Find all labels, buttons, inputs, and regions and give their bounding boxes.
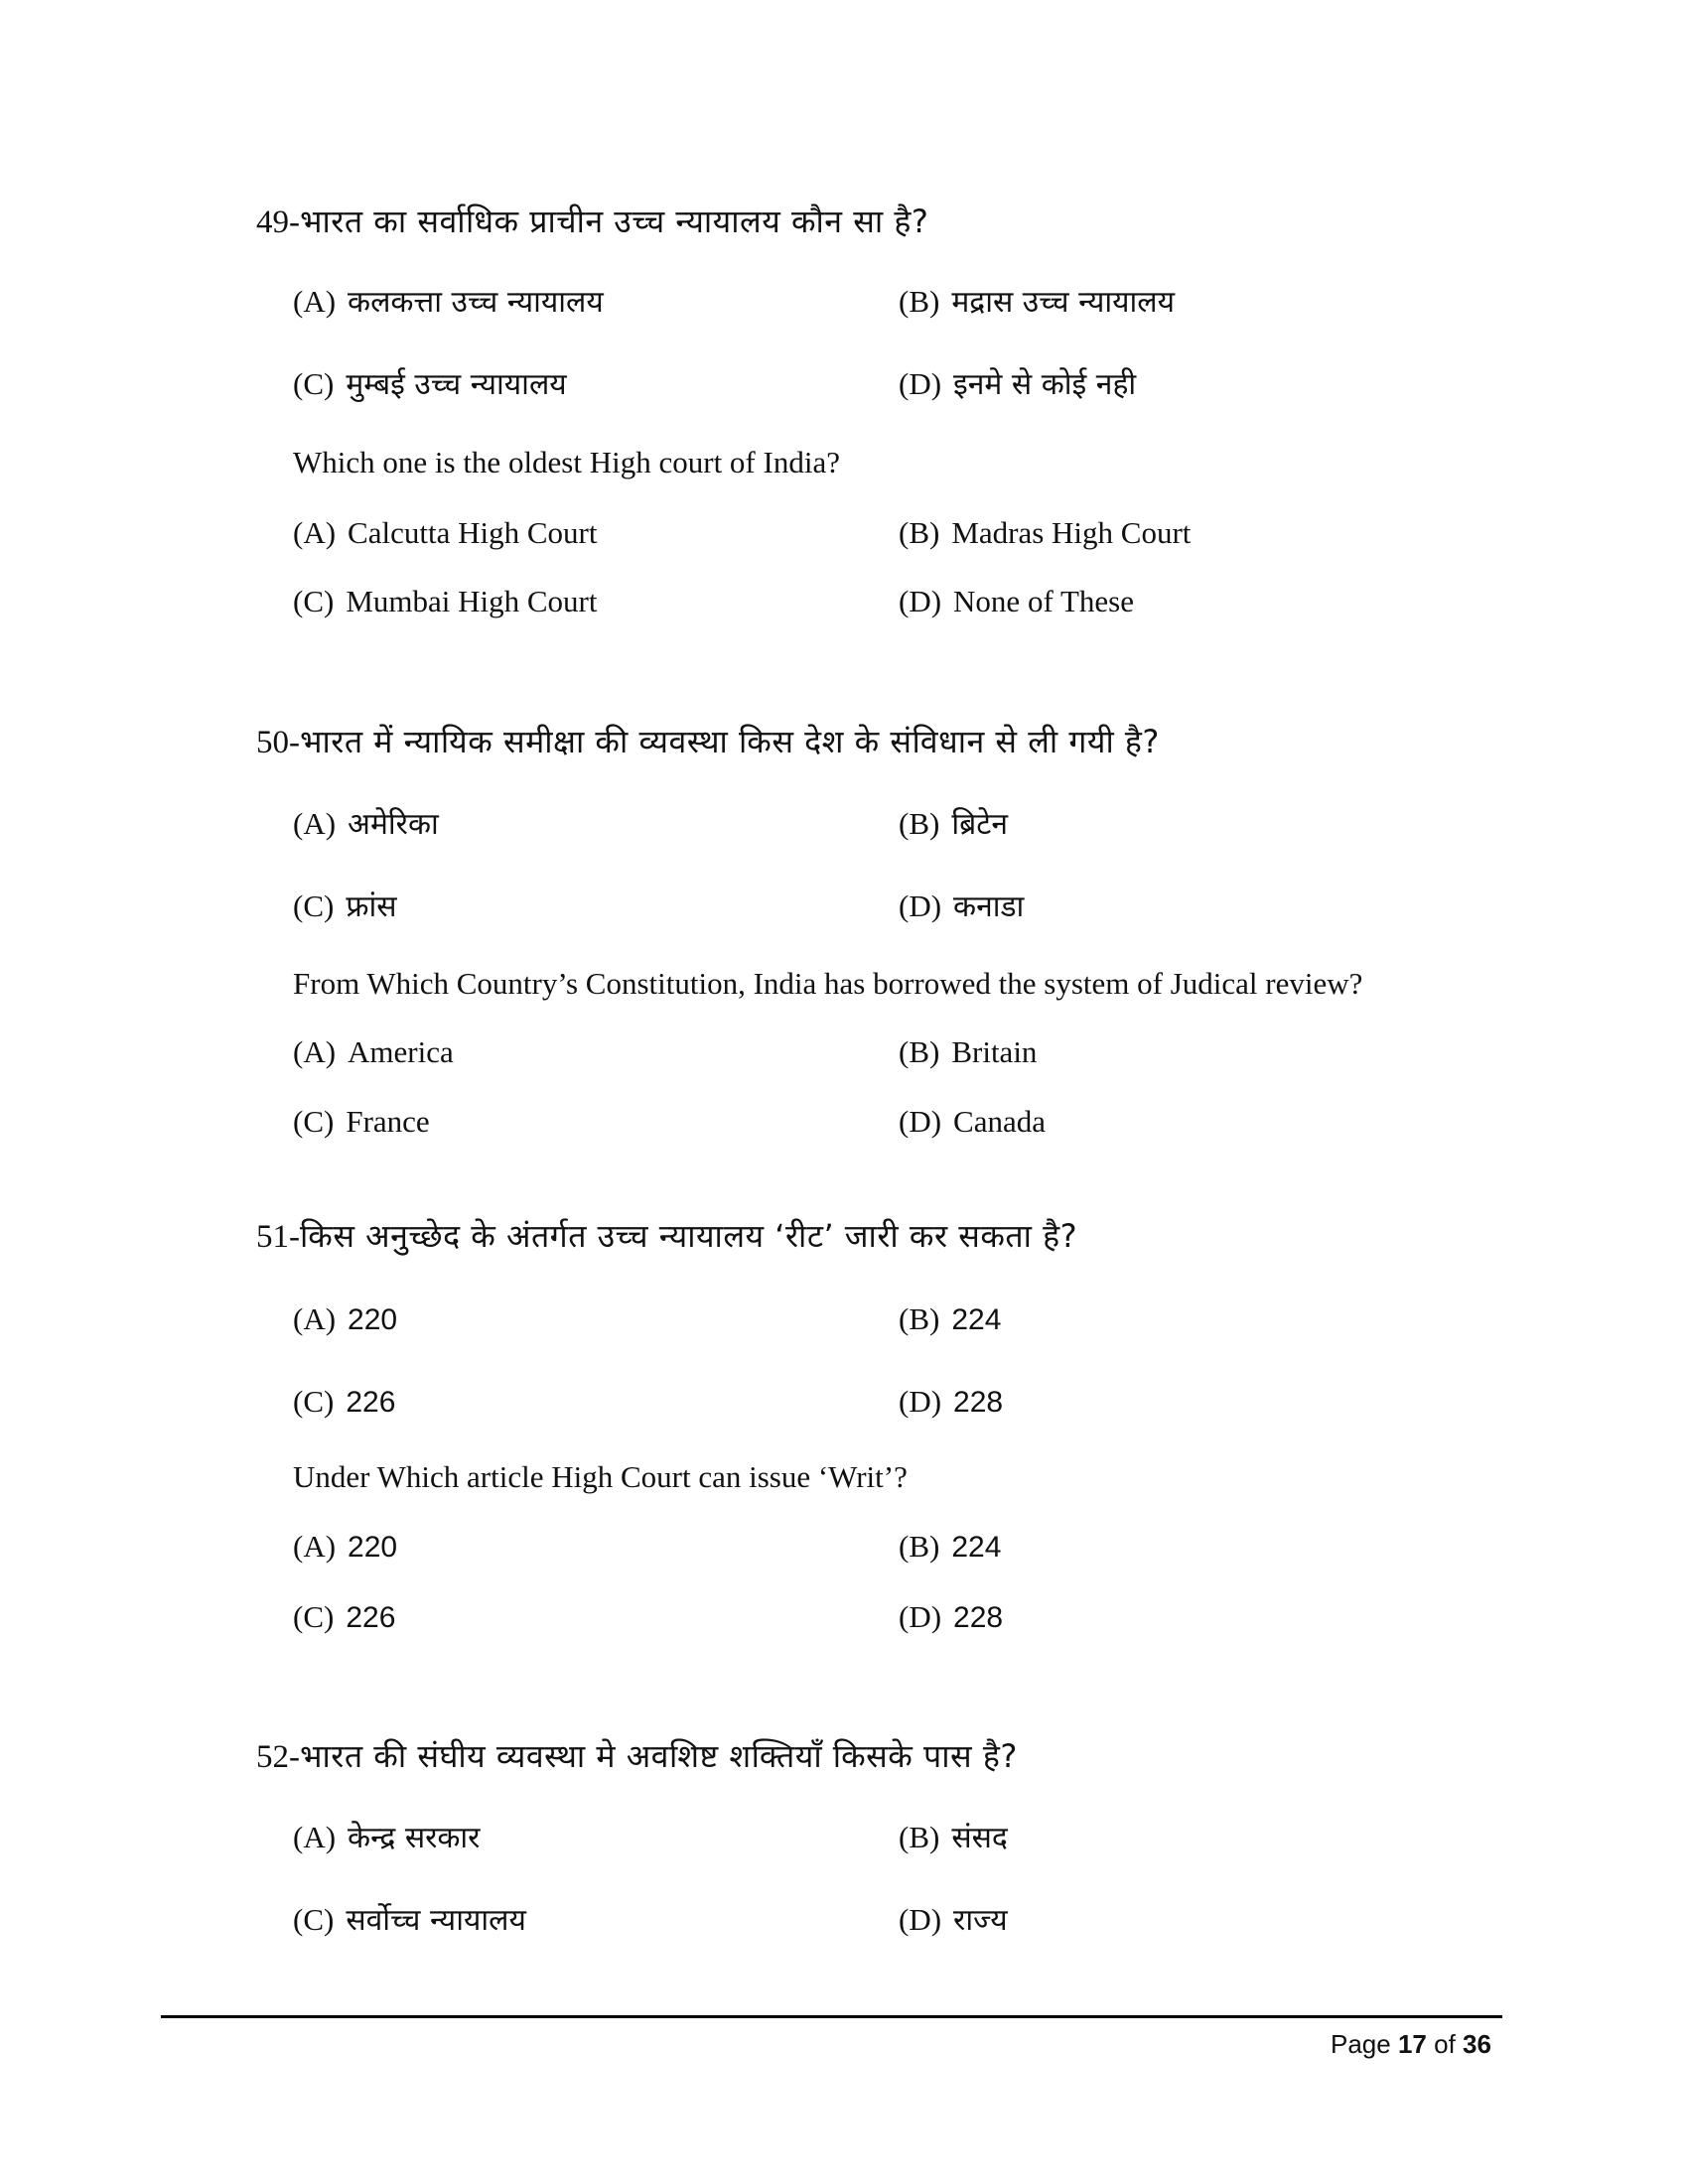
option-text: अमेरिका <box>348 807 439 842</box>
option-label: (C) <box>293 366 335 401</box>
option-label: (B) <box>899 1034 940 1069</box>
option-label: (B) <box>899 284 940 319</box>
option-label: (D) <box>899 1902 942 1937</box>
option-label: (D) <box>899 1384 942 1419</box>
page-word: Page <box>1331 2029 1391 2059</box>
option-b <box>899 1303 1001 1335</box>
option-d <box>899 368 1136 400</box>
question-number: 49- <box>256 205 300 240</box>
option-text: 220 <box>348 1303 398 1336</box>
footer-divider <box>161 2015 1502 2018</box>
option-label: (A) <box>293 1820 337 1854</box>
option-d <box>899 890 1024 922</box>
total-pages: 36 <box>1463 2029 1491 2059</box>
option-d <box>899 1904 1008 1936</box>
option-b <box>899 1531 1001 1563</box>
option-b <box>899 1036 1037 1067</box>
option-text: 226 <box>346 1601 396 1634</box>
question-50-hindi <box>256 724 1160 759</box>
option-text: Madras High Court <box>951 515 1192 550</box>
option-text: राज्य <box>953 1903 1008 1938</box>
option-label: (B) <box>899 1301 940 1336</box>
option-label: (C) <box>293 1384 335 1419</box>
option-a <box>293 1303 397 1335</box>
option-c <box>293 1106 430 1137</box>
option-label: (D) <box>899 584 942 618</box>
option-b <box>899 808 1008 840</box>
option-label: (C) <box>293 584 335 618</box>
question-text: भारत का सर्वाधिक प्राचीन उच्च न्यायालय कौन सा है? <box>300 203 929 240</box>
question-number: 51- <box>256 1219 300 1255</box>
question-number: 52- <box>256 1739 300 1775</box>
question-51-english: Under Which article High Court can issue ‘Writ’? <box>293 1459 908 1494</box>
question-text: किस अनुच्छेद के अंतर्गत उच्च न्यायालय ‘रीट’ जारी कर सकता है? <box>300 1217 1078 1255</box>
option-c <box>293 368 567 400</box>
question-49-hindi <box>256 204 928 239</box>
option-c <box>293 1386 395 1418</box>
question-50-english: From Which Country’s Constitution, India has borrowed the system of Judical review? <box>293 966 1363 1001</box>
option-text: ब्रिटेन <box>951 807 1008 842</box>
option-text: Britain <box>951 1034 1038 1069</box>
option-label: (C) <box>293 1902 335 1937</box>
option-a <box>293 286 604 318</box>
option-label: (B) <box>899 806 940 841</box>
question-52-hindi <box>256 1738 1018 1774</box>
option-label: (A) <box>293 1529 337 1564</box>
option-d <box>899 1601 1003 1633</box>
option-text: Mumbai High Court <box>346 584 598 618</box>
question-text: भारत की संघीय व्यवस्था मे अवशिष्ट शक्तियाँ किसके पास है? <box>300 1737 1018 1775</box>
option-text: केन्द्र सरकार <box>348 1821 481 1855</box>
option-text: मुम्बई उच्च न्यायालय <box>346 367 567 402</box>
option-label: (C) <box>293 1599 335 1634</box>
option-text: 224 <box>951 1531 1002 1564</box>
option-label: (C) <box>293 1104 335 1139</box>
option-label: (A) <box>293 1034 337 1069</box>
option-text: France <box>346 1104 430 1139</box>
option-a <box>293 1822 480 1853</box>
option-text: कनाडा <box>953 889 1025 924</box>
option-c <box>293 1904 526 1936</box>
option-text: 228 <box>953 1601 1004 1634</box>
option-text: फ्रांस <box>346 889 397 924</box>
option-label: (B) <box>899 1820 940 1854</box>
option-text: 226 <box>346 1386 396 1419</box>
option-text: None of These <box>953 584 1134 618</box>
option-label: (B) <box>899 515 940 550</box>
page-number <box>1331 2029 1491 2060</box>
option-text: सर्वोच्च न्यायालय <box>346 1903 526 1938</box>
option-text: कलकत्ता उच्च न्यायालय <box>348 285 604 320</box>
option-d <box>899 1106 1046 1137</box>
option-label: (D) <box>899 1599 942 1634</box>
option-label: (A) <box>293 284 337 319</box>
option-text: America <box>348 1034 454 1069</box>
option-a <box>293 808 439 840</box>
option-label: (D) <box>899 366 942 401</box>
option-text: Calcutta High Court <box>348 515 598 550</box>
option-c <box>293 890 397 922</box>
of-word: of <box>1434 2029 1456 2059</box>
option-label: (A) <box>293 1301 337 1336</box>
option-text: मद्रास उच्च न्यायालय <box>951 285 1176 320</box>
option-text: इनमे से कोई नही <box>953 367 1137 402</box>
question-text: भारत में न्यायिक समीक्षा की व्यवस्था किस देश के संविधान से ली गयी है? <box>300 723 1160 760</box>
option-a <box>293 1531 397 1563</box>
option-text: 224 <box>951 1303 1002 1336</box>
option-b <box>899 286 1175 318</box>
question-49-english: Which one is the oldest High court of India? <box>293 445 840 479</box>
option-label: (A) <box>293 806 337 841</box>
option-label: (D) <box>899 1104 942 1139</box>
question-number: 50- <box>256 725 300 760</box>
option-label: (A) <box>293 515 337 550</box>
option-c <box>293 1601 395 1633</box>
option-a <box>293 517 597 548</box>
option-text: Canada <box>953 1104 1047 1139</box>
current-page: 17 <box>1397 2029 1427 2059</box>
option-d <box>899 1386 1003 1418</box>
option-label: (D) <box>899 888 942 923</box>
option-b <box>899 1822 1008 1853</box>
question-51-hindi <box>256 1218 1077 1254</box>
option-a <box>293 1036 454 1067</box>
option-label: (B) <box>899 1529 940 1564</box>
option-d <box>899 586 1134 616</box>
option-label: (C) <box>293 888 335 923</box>
option-text: 220 <box>348 1531 398 1564</box>
option-text: संसद <box>951 1821 1008 1855</box>
option-b <box>899 517 1191 548</box>
option-text: 228 <box>953 1386 1004 1419</box>
option-c <box>293 586 598 616</box>
